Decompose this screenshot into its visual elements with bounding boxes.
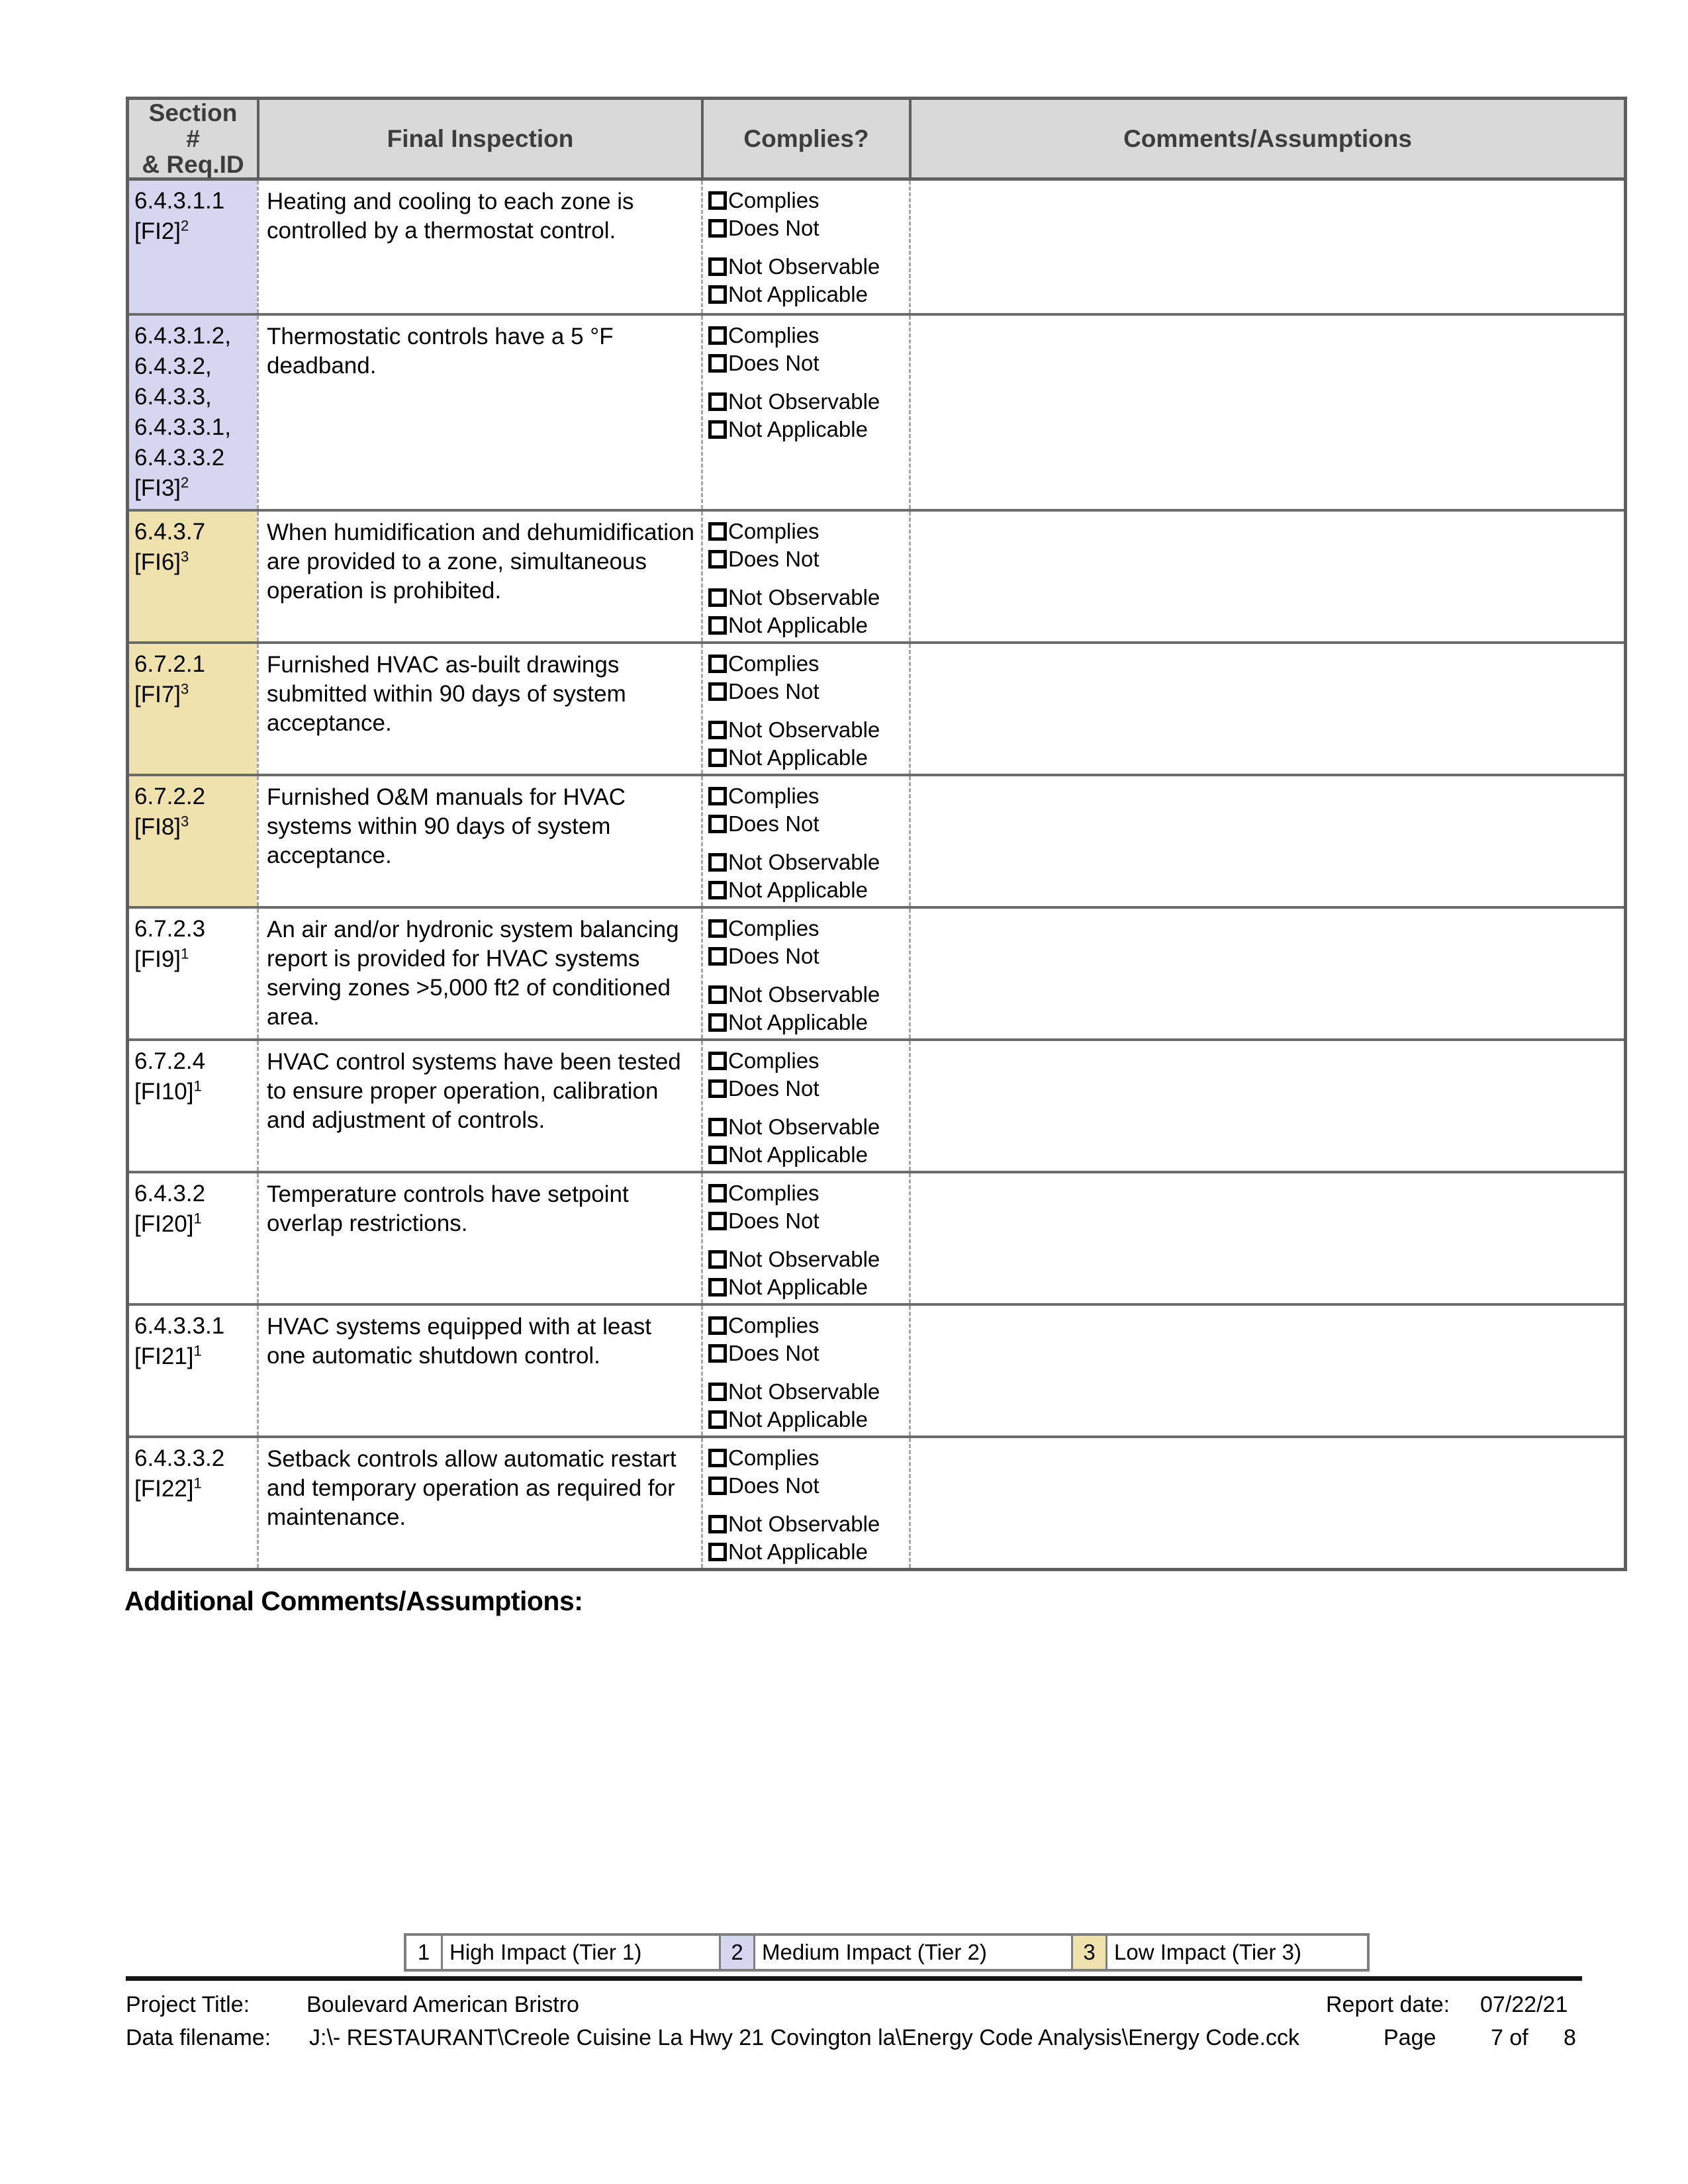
checkbox-not-observable[interactable] — [708, 853, 727, 872]
inspection-description: An air and/or hydronic system balancing report is provided for HVAC systems serving zones >5,000 ft2 of conditioned area. — [257, 909, 701, 1038]
complies-options-cell — [701, 181, 909, 313]
checkbox-not-applicable[interactable] — [708, 1410, 727, 1429]
section-req-id-cell — [129, 181, 257, 313]
compliance-option-complies — [708, 187, 909, 214]
checkbox-label: Complies — [728, 1048, 820, 1073]
section-number: 6.4.3.2, — [134, 353, 212, 379]
compliance-option-not-applicable — [708, 1539, 909, 1565]
req-id: $[FI22]^1$ — [134, 1475, 202, 1502]
impact-tier-superscript: 3 — [181, 548, 189, 565]
compliance-option-complies — [708, 1445, 909, 1471]
compliance-option-not-observable — [708, 1246, 909, 1273]
impact-tier-superscript: 1 — [193, 1077, 202, 1095]
checkbox-not-observable[interactable] — [708, 721, 727, 739]
req-id: $[FI8]^3$ — [134, 813, 189, 840]
comments-cell — [909, 644, 1624, 774]
section-numbers — [134, 1443, 254, 1474]
checkbox-label: Does Not — [728, 1473, 820, 1498]
compliance-option-not-observable — [708, 253, 909, 280]
compliance-option-does-not — [708, 811, 909, 837]
checkbox-label: Complies — [728, 1313, 820, 1338]
section-number: 6.7.2.4 — [134, 1048, 206, 1074]
checkbox-label: Not Applicable — [728, 282, 868, 306]
checkbox-label: Does Not — [728, 944, 820, 968]
section-req-id-cell — [129, 644, 257, 774]
section-numbers — [134, 1046, 254, 1077]
compliance-option-not-observable — [708, 849, 909, 876]
checkbox-label: Complies — [728, 651, 820, 676]
table-row — [129, 509, 1624, 641]
section-numbers — [134, 517, 254, 547]
checkbox-complies[interactable] — [708, 787, 727, 805]
compliance-option-complies — [708, 1048, 909, 1074]
compliance-option-not-observable — [708, 1114, 909, 1140]
checkbox-label: Not Applicable — [728, 1142, 868, 1167]
checkbox-complies[interactable] — [708, 1184, 727, 1203]
checkbox-label: Not Applicable — [728, 1539, 868, 1564]
section-req-id-cell — [129, 512, 257, 641]
impact-tier-superscript: 2 — [181, 217, 189, 234]
additional-comments-heading: Additional Comments/Assumptions: — [124, 1586, 583, 1616]
footer-divider — [126, 1976, 1582, 1981]
complies-options-cell — [701, 1041, 909, 1171]
compliance-option-does-not — [708, 1340, 909, 1367]
compliance-option-does-not — [708, 943, 909, 970]
section-number: 6.7.2.2 — [134, 784, 206, 809]
compliance-option-not-observable — [708, 981, 909, 1008]
final-inspection-table — [126, 97, 1627, 1571]
impact-tier-superscript: 1 — [193, 1210, 202, 1227]
comments-cell — [909, 1041, 1624, 1171]
compliance-option-not-applicable — [708, 1406, 909, 1433]
page-number: 7 of — [1491, 2025, 1528, 2050]
req-id: $[FI7]^3$ — [134, 680, 189, 707]
complies-options-cell — [701, 316, 909, 509]
req-id: $[FI9]^1$ — [134, 945, 189, 972]
checkbox-label: Not Applicable — [728, 1010, 868, 1034]
compliance-option-not-observable — [708, 717, 909, 743]
checkbox-not-observable[interactable] — [708, 257, 727, 276]
checkbox-does-not[interactable] — [708, 1477, 727, 1495]
header-final-inspection: Final Inspection — [257, 100, 701, 177]
checkbox-complies[interactable] — [708, 191, 727, 210]
compliance-option-not-applicable — [708, 416, 909, 443]
comments-cell — [909, 776, 1624, 906]
complies-options-cell — [701, 776, 909, 906]
impact-tier-superscript: 1 — [181, 945, 189, 962]
legend-tier-label: High Impact (Tier 1) — [441, 1936, 719, 1969]
section-numbers — [134, 782, 254, 812]
report-date-label: Report date: — [1326, 1992, 1450, 2017]
checkbox-not-applicable[interactable] — [708, 420, 727, 439]
checkbox-not-applicable[interactable] — [708, 881, 727, 899]
checkbox-label: Complies — [728, 188, 820, 212]
table-row — [129, 641, 1624, 774]
compliance-option-does-not — [708, 1075, 909, 1102]
checkbox-label: Not Observable — [728, 717, 880, 742]
checkbox-not-observable[interactable] — [708, 1118, 727, 1136]
checkbox-label: Does Not — [728, 679, 820, 704]
table-row — [129, 906, 1624, 1038]
inspection-description: Furnished O&M manuals for HVAC systems within 90 days of system acceptance. — [257, 776, 701, 906]
inspection-description: Temperature controls have setpoint overlap restrictions. — [257, 1173, 701, 1303]
section-req-id-cell — [129, 1173, 257, 1303]
impact-tier-superscript: 2 — [181, 474, 189, 491]
checkbox-label: Not Applicable — [728, 613, 868, 637]
compliance-option-complies — [708, 1180, 909, 1206]
checkbox-does-not[interactable] — [708, 1344, 727, 1363]
checkbox-label: Not Applicable — [728, 745, 868, 770]
req-id: $[FI6]^3$ — [134, 548, 189, 575]
section-req-id-cell — [129, 1438, 257, 1568]
req-id: $[FI3]^2$ — [134, 474, 189, 501]
checkbox-label: Not Observable — [728, 982, 880, 1007]
checkbox-label: Not Observable — [728, 1115, 880, 1139]
legend-tier-number: 1 — [406, 1936, 441, 1969]
legend-tier-number: 2 — [719, 1936, 753, 1969]
footer-line-1 — [126, 1992, 1589, 2019]
data-filename-label: Data filename: — [126, 2025, 271, 2050]
checkbox-label: Not Observable — [728, 1512, 880, 1536]
table-row — [129, 181, 1624, 313]
inspection-description: Setback controls allow automatic restart and temporary operation as required for maintenance. — [257, 1438, 701, 1568]
compliance-option-not-observable — [708, 584, 909, 611]
checkbox-label: Not Applicable — [728, 878, 868, 902]
complies-options-cell — [701, 512, 909, 641]
section-number: 6.4.3.3.2 — [134, 445, 225, 471]
checkbox-label: Does Not — [728, 1076, 820, 1101]
checkbox-not-observable[interactable] — [708, 1383, 727, 1401]
comments-cell — [909, 181, 1624, 313]
data-filename-value: J:\- RESTAURANT\Creole Cuisine La Hwy 21 Covington la\Energy Code Analysis\Energy Code.cck — [309, 2025, 1299, 2050]
section-number: 6.7.2.1 — [134, 651, 206, 677]
project-title-value: Boulevard American Bristro — [306, 1992, 579, 2017]
checkbox-complies[interactable] — [708, 919, 727, 938]
table-row — [129, 1171, 1624, 1303]
checkbox-label: Not Observable — [728, 585, 880, 610]
section-numbers — [134, 1311, 254, 1342]
table-row — [129, 1038, 1624, 1171]
complies-options-cell — [701, 644, 909, 774]
checkbox-does-not[interactable] — [708, 354, 727, 373]
checkbox-not-observable[interactable] — [708, 1515, 727, 1533]
checkbox-does-not[interactable] — [708, 1212, 727, 1230]
checkbox-does-not[interactable] — [708, 815, 727, 833]
section-req-id-cell — [129, 1041, 257, 1171]
compliance-option-not-observable — [708, 1379, 909, 1405]
section-req-id-cell — [129, 1306, 257, 1435]
checkbox-label: Not Observable — [728, 1379, 880, 1404]
header-section-line: & Req.ID — [142, 151, 244, 178]
checkbox-complies[interactable] — [708, 522, 727, 541]
checkbox-label: Does Not — [728, 1208, 820, 1233]
header-section-req-id — [129, 100, 257, 177]
checkbox-label: Not Applicable — [728, 417, 868, 441]
section-numbers — [134, 914, 254, 944]
checkbox-does-not[interactable] — [708, 550, 727, 569]
section-req-id-cell — [129, 776, 257, 906]
section-req-id-cell — [129, 909, 257, 1038]
checkbox-label: Complies — [728, 784, 820, 808]
req-id: $[FI2]^2$ — [134, 217, 189, 244]
req-id: $[FI21]^1$ — [134, 1342, 202, 1369]
checkbox-not-applicable[interactable] — [708, 749, 727, 767]
compliance-option-complies — [708, 651, 909, 677]
checkbox-label: Complies — [728, 1181, 820, 1205]
table-header-row — [129, 100, 1624, 181]
compliance-option-does-not — [708, 350, 909, 377]
complies-options-cell — [701, 1438, 909, 1568]
page-total: 8 — [1564, 2025, 1576, 2050]
section-number: 6.4.3.7 — [134, 519, 206, 545]
compliance-option-complies — [708, 915, 909, 942]
checkbox-not-applicable[interactable] — [708, 1146, 727, 1164]
section-number: 6.4.3.1.1 — [134, 188, 225, 214]
table-body — [129, 181, 1624, 1568]
checkbox-complies[interactable] — [708, 655, 727, 673]
impact-tier-legend — [404, 1933, 1370, 1972]
compliance-option-not-applicable — [708, 1274, 909, 1300]
checkbox-does-not[interactable] — [708, 947, 727, 966]
impact-tier-superscript: 1 — [193, 1342, 202, 1359]
checkbox-not-observable[interactable] — [708, 588, 727, 607]
header-section-line: # — [186, 125, 200, 152]
compliance-option-does-not — [708, 678, 909, 705]
project-title-label: Project Title: — [126, 1992, 250, 2017]
header-section-line: Section — [148, 99, 238, 126]
section-numbers — [134, 649, 254, 680]
section-numbers — [134, 321, 254, 473]
comments-cell — [909, 1306, 1624, 1435]
inspection-description: Heating and cooling to each zone is controlled by a thermostat control. — [257, 181, 701, 313]
checkbox-does-not[interactable] — [708, 682, 727, 701]
compliance-option-does-not — [708, 215, 909, 242]
compliance-option-does-not — [708, 1208, 909, 1234]
header-comments-assumptions: Comments/Assumptions — [909, 100, 1624, 177]
checkbox-not-observable[interactable] — [708, 985, 727, 1004]
section-number: 6.7.2.3 — [134, 916, 206, 942]
legend-tier-label: Low Impact (Tier 3) — [1105, 1936, 1367, 1969]
checkbox-label: Complies — [728, 323, 820, 347]
checkbox-label: Not Observable — [728, 1247, 880, 1271]
footer-line-2 — [126, 2025, 1589, 2052]
compliance-option-not-applicable — [708, 1009, 909, 1036]
checkbox-label: Complies — [728, 916, 820, 940]
comments-cell — [909, 1438, 1624, 1568]
header-complies: Complies? — [701, 100, 909, 177]
page-label: Page — [1383, 2025, 1436, 2050]
compliance-option-not-applicable — [708, 745, 909, 771]
section-number: 6.4.3.3, — [134, 384, 212, 410]
table-row — [129, 774, 1624, 906]
compliance-option-complies — [708, 518, 909, 545]
compliance-option-complies — [708, 1312, 909, 1339]
checkbox-complies[interactable] — [708, 1052, 727, 1070]
impact-tier-superscript: 3 — [181, 813, 189, 830]
inspection-description: Furnished HVAC as-built drawings submitted within 90 days of system acceptance. — [257, 644, 701, 774]
section-numbers — [134, 1179, 254, 1209]
checkbox-complies[interactable] — [708, 326, 727, 345]
comments-cell — [909, 316, 1624, 509]
table-row — [129, 1435, 1624, 1568]
table-row — [129, 313, 1624, 509]
section-number: 6.4.3.3.1, — [134, 414, 231, 440]
checkbox-not-observable[interactable] — [708, 392, 727, 411]
checkbox-label: Not Observable — [728, 254, 880, 279]
checkbox-label: Does Not — [728, 811, 820, 836]
section-number: 6.4.3.2 — [134, 1181, 206, 1206]
compliance-option-not-applicable — [708, 877, 909, 903]
checkbox-not-applicable[interactable] — [708, 285, 727, 304]
impact-tier-superscript: 1 — [193, 1475, 202, 1492]
checkbox-not-observable[interactable] — [708, 1250, 727, 1269]
checkbox-complies[interactable] — [708, 1449, 727, 1467]
req-id: $[FI10]^1$ — [134, 1077, 202, 1105]
inspection-description: When humidification and dehumidification are provided to a zone, simultaneous operation is prohibited. — [257, 512, 701, 641]
impact-tier-superscript: 3 — [181, 680, 189, 698]
checkbox-does-not[interactable] — [708, 1079, 727, 1098]
checkbox-complies[interactable] — [708, 1316, 727, 1335]
comments-cell — [909, 1173, 1624, 1303]
section-numbers — [134, 186, 254, 216]
compliance-option-not-applicable — [708, 1142, 909, 1168]
checkbox-not-applicable[interactable] — [708, 1543, 727, 1561]
checkbox-not-applicable[interactable] — [708, 1278, 727, 1297]
checkbox-label: Does Not — [728, 216, 820, 240]
checkbox-not-applicable[interactable] — [708, 1013, 727, 1032]
inspection-description: HVAC control systems have been tested to ensure proper operation, calibration and adjustment of controls. — [257, 1041, 701, 1171]
inspection-description: Thermostatic controls have a 5 °F deadband. — [257, 316, 701, 509]
complies-options-cell — [701, 909, 909, 1038]
complies-options-cell — [701, 1173, 909, 1303]
checkbox-label: Not Applicable — [728, 1275, 868, 1299]
section-number: 6.4.3.1.2, — [134, 323, 231, 349]
compliance-option-not-applicable — [708, 281, 909, 308]
checkbox-does-not[interactable] — [708, 219, 727, 238]
compliance-option-complies — [708, 322, 909, 349]
inspection-description: HVAC systems equipped with at least one automatic shutdown control. — [257, 1306, 701, 1435]
compliance-option-does-not — [708, 546, 909, 572]
checkbox-label: Complies — [728, 1445, 820, 1470]
compliance-option-complies — [708, 783, 909, 809]
checkbox-not-applicable[interactable] — [708, 616, 727, 635]
checkbox-label: Not Observable — [728, 850, 880, 874]
comments-cell — [909, 512, 1624, 641]
compliance-option-not-observable — [708, 388, 909, 415]
compliance-option-not-applicable — [708, 612, 909, 639]
legend-tier-number: 3 — [1071, 1936, 1105, 1969]
table-row — [129, 1303, 1624, 1435]
comments-cell — [909, 909, 1624, 1038]
checkbox-label: Not Applicable — [728, 1407, 868, 1432]
checkbox-label: Complies — [728, 519, 820, 543]
checkbox-label: Does Not — [728, 1341, 820, 1365]
section-req-id-cell — [129, 316, 257, 509]
complies-options-cell — [701, 1306, 909, 1435]
checkbox-label: Does Not — [728, 547, 820, 571]
checkbox-label: Not Observable — [728, 389, 880, 414]
report-date-value: 07/22/21 — [1480, 1992, 1568, 2017]
compliance-option-not-observable — [708, 1511, 909, 1537]
legend-tier-label: Medium Impact (Tier 2) — [753, 1936, 1071, 1969]
req-id: $[FI20]^1$ — [134, 1210, 202, 1237]
checkbox-label: Does Not — [728, 351, 820, 375]
compliance-option-does-not — [708, 1473, 909, 1499]
section-number: 6.4.3.3.2 — [134, 1445, 225, 1471]
section-number: 6.4.3.3.1 — [134, 1313, 225, 1339]
